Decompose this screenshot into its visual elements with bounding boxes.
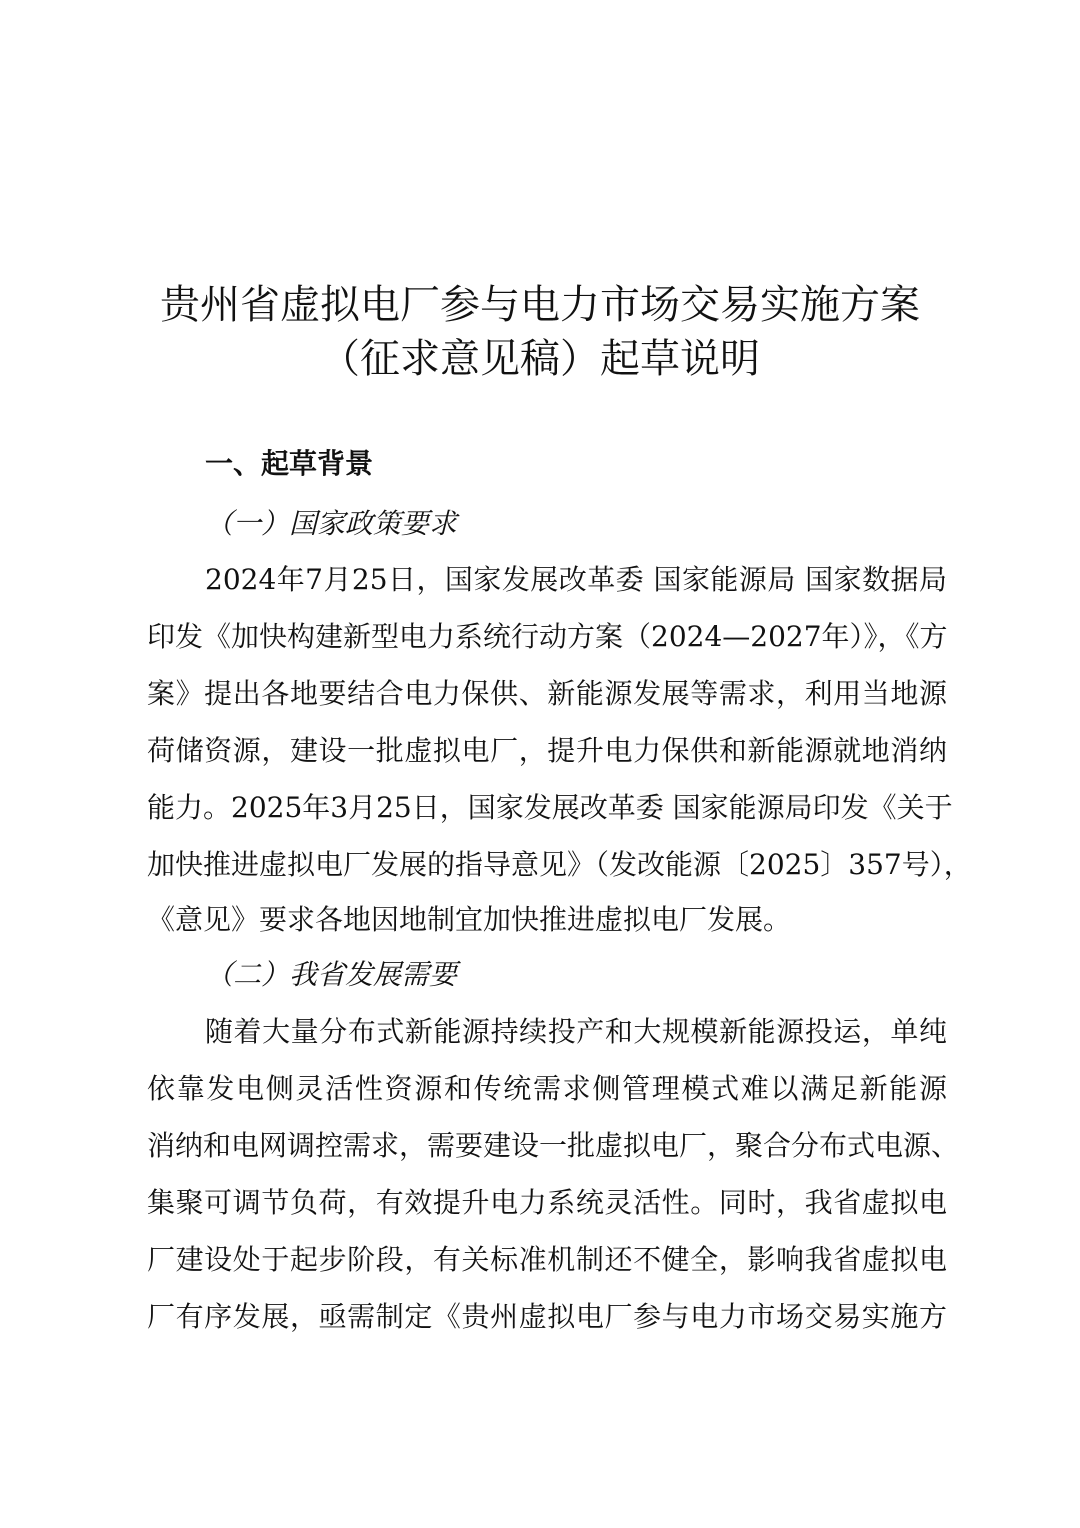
paragraph-2-line: 消纳和电网调控需求，需要建设一批虚拟电厂，聚合分布式电源、 [147, 1129, 960, 1162]
paragraph-1-line: 印发《加快构建新型电力系统行动方案（2024—2027年）》，《方 [147, 620, 948, 653]
paragraph-1-line: 案》提出各地要结合电力保供、新能源发展等需求，利用当地源 [147, 677, 947, 710]
paragraph-1-line: 能力。2025年3月25日，国家发展改革委 国家能源局印发《关于 [147, 791, 953, 824]
section-heading-background: 一、起草背景 [205, 447, 374, 480]
paragraph-1-line: 加快推进虚拟电厂发展的指导意见》（发改能源〔2025〕357号）， [147, 848, 972, 881]
paragraph-2-line: 厂有序发展，亟需制定《贵州虚拟电厂参与电力市场交易实施方 [147, 1300, 947, 1333]
paragraph-2-line: 随着大量分布式新能源持续投产和大规模新能源投运，单纯 [205, 1015, 947, 1048]
paragraph-1-line: 2024年7月25日，国家发展改革委 国家能源局 国家数据局 [205, 563, 947, 596]
subsection-heading-national-policy: （一）国家政策要求 [205, 507, 458, 540]
subsection-heading-provincial-need: （二）我省发展需要 [205, 958, 458, 991]
paragraph-2-line: 集聚可调节负荷，有效提升电力系统灵活性。同时，我省虚拟电 [147, 1186, 947, 1219]
paragraph-2-line: 依靠发电侧灵活性资源和传统需求侧管理模式难以满足新能源 [147, 1072, 947, 1105]
paragraph-2-line: 厂建设处于起步阶段，有关标准机制还不健全，影响我省虚拟电 [147, 1243, 947, 1276]
document-title-line-1: 贵州省虚拟电厂参与电力市场交易实施方案 [160, 282, 920, 328]
paragraph-1-line: 荷储资源，建设一批虚拟电厂，提升电力保供和新能源就地消纳 [147, 734, 947, 767]
document-title-line-2: （征求意见稿）起草说明 [320, 336, 760, 382]
paragraph-1-line: 《意见》要求各地因地制宜加快推进虚拟电厂发展。 [147, 903, 792, 936]
